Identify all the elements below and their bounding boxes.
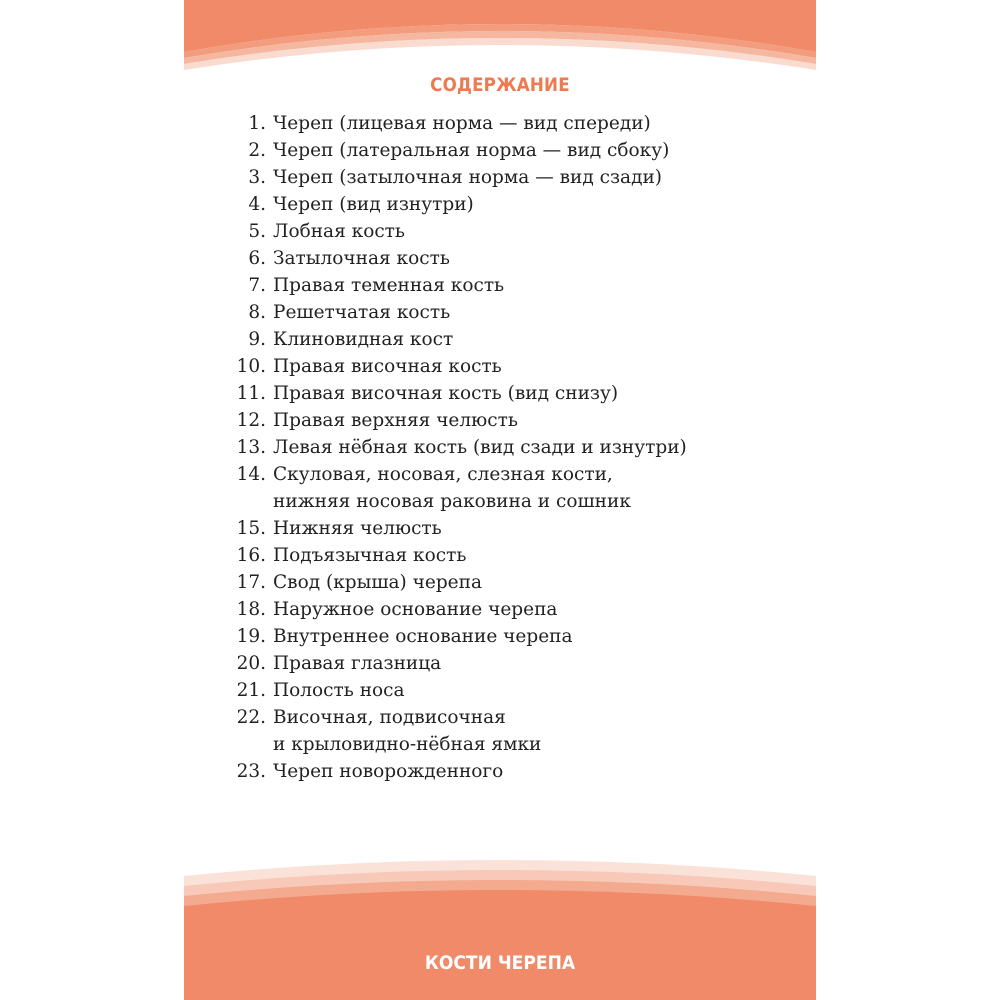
toc-number: 7. — [248, 275, 266, 296]
toc-number: 3. — [248, 167, 266, 188]
toc-number: 14. — [236, 464, 266, 485]
toc-number: 19. — [236, 626, 266, 647]
table-of-contents — [184, 110, 816, 785]
toc-item — [184, 623, 816, 650]
toc-title: Височная, подвисочная — [273, 707, 506, 728]
toc-item — [184, 218, 816, 245]
content-card — [184, 0, 816, 1000]
toc-item — [184, 758, 816, 785]
toc-title: Полость носа — [273, 680, 405, 701]
toc-title: Правая височная кость — [273, 356, 502, 377]
toc-title: Свод (крыша) черепа — [273, 572, 482, 593]
toc-title: Внутреннее основание черепа — [273, 626, 573, 647]
toc-title: Затылочная кость — [273, 248, 450, 269]
toc-title: Череп (латеральная норма — вид сбоку) — [273, 140, 670, 161]
toc-number: 2. — [248, 140, 266, 161]
toc-item — [184, 326, 816, 353]
toc-number: 4. — [248, 194, 266, 215]
toc-title: Скуловая, носовая, слезная кости, — [273, 464, 613, 485]
toc-number: 5. — [248, 221, 266, 242]
toc-item — [184, 677, 816, 704]
toc-title: Клиновидная кост — [273, 329, 454, 350]
toc-title: Череп (вид изнутри) — [273, 194, 474, 215]
contents-heading: СОДЕРЖАНИЕ — [430, 74, 570, 96]
toc-item — [184, 407, 816, 434]
toc-item — [184, 380, 816, 407]
toc-title: Нижняя челюсть — [273, 518, 442, 539]
toc-item — [184, 650, 816, 677]
toc-number: 13. — [236, 437, 266, 458]
toc-item — [184, 596, 816, 623]
toc-title: Правая глазница — [273, 653, 442, 674]
toc-title: Подъязычная кость — [273, 545, 467, 566]
toc-number: 18. — [236, 599, 266, 620]
toc-title: Правая височная кость (вид снизу) — [273, 383, 619, 404]
toc-title: Череп новорожденного — [273, 761, 504, 782]
toc-number: 11. — [236, 383, 266, 404]
toc-number: 12. — [236, 410, 266, 431]
toc-item — [184, 434, 816, 461]
toc-number: 21. — [236, 680, 266, 701]
toc-title: Наружное основание черепа — [273, 599, 558, 620]
toc-number: 17. — [236, 572, 266, 593]
toc-item — [184, 569, 816, 596]
toc-item — [184, 542, 816, 569]
toc-number: 1. — [248, 113, 266, 134]
toc-item — [184, 515, 816, 542]
toc-item — [184, 299, 816, 326]
toc-title: Левая нёбная кость (вид сзади и изнутри) — [273, 437, 687, 458]
footer-title: КОСТИ ЧЕРЕПА — [424, 952, 576, 974]
toc-number: 23. — [236, 761, 266, 782]
toc-number: 6. — [248, 248, 266, 269]
toc-item — [184, 245, 816, 272]
toc-item — [184, 110, 816, 137]
toc-number: 20. — [236, 653, 266, 674]
bottom-decorative-band — [184, 860, 816, 1000]
toc-number: 9. — [248, 329, 266, 350]
toc-item — [184, 272, 816, 299]
toc-item — [184, 461, 816, 515]
toc-item — [184, 191, 816, 218]
toc-title: Правая верхняя челюсть — [273, 410, 518, 431]
toc-number: 8. — [248, 302, 266, 323]
toc-item — [184, 164, 816, 191]
toc-number: 10. — [236, 356, 266, 377]
toc-title: Череп (затылочная норма — вид сзади) — [273, 167, 663, 188]
toc-title: Лобная кость — [273, 221, 405, 242]
toc-title: Правая теменная кость — [273, 275, 505, 296]
toc-number: 22. — [236, 707, 266, 728]
toc-number: 16. — [236, 545, 266, 566]
toc-item — [184, 704, 816, 758]
toc-title: Решетчатая кость — [273, 302, 451, 323]
toc-item — [184, 137, 816, 164]
toc-title-continuation: нижняя носовая раковина и сошник — [273, 491, 631, 512]
toc-item — [184, 353, 816, 380]
toc-number: 15. — [236, 518, 266, 539]
toc-title: Череп (лицевая норма — вид спереди) — [273, 113, 651, 134]
toc-title-continuation: и крыловидно-нёбная ямки — [273, 734, 542, 755]
